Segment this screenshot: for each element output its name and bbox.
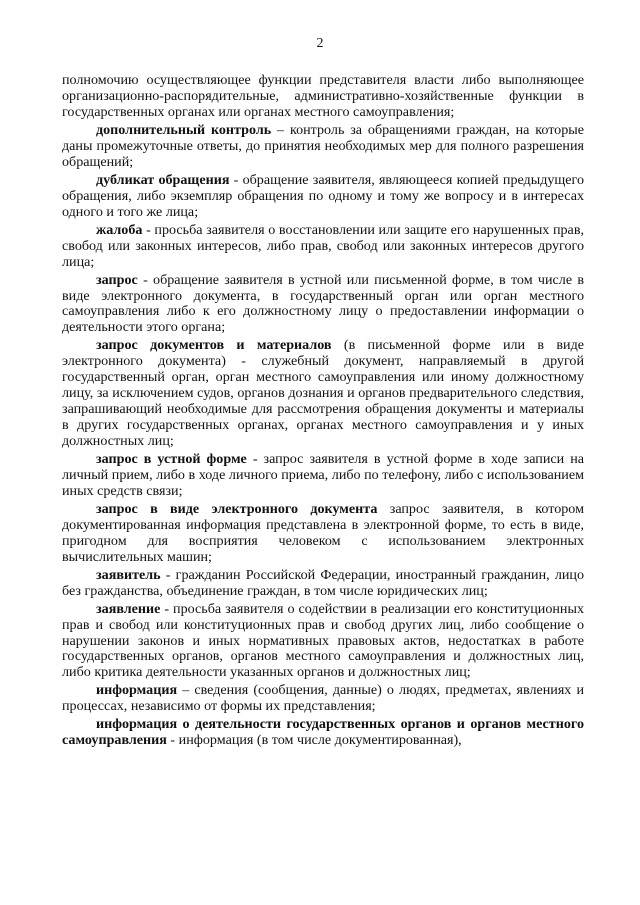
definition-term: информация о деятельности государственных органов и органов местного самоуправления xyxy=(62,716,584,749)
definition-text: просьба заявителя о восстановлении или защите его нарушенных прав, свобод или законных интересов, либо прав, свобод или законных интересов другого лица; xyxy=(62,221,584,270)
term-separator: - xyxy=(166,732,179,749)
definition-paragraph xyxy=(62,602,584,682)
definition-paragraph xyxy=(62,683,584,715)
term-separator: - xyxy=(137,271,154,288)
definition-text: запрос заявителя в устной форме в ходе записи на личный прием, либо в ходе личного приема, либо по телефону, либо с использованием иных средств связи; xyxy=(62,450,584,499)
definition-paragraph xyxy=(62,223,584,271)
term-separator xyxy=(377,501,389,517)
definition-paragraph xyxy=(62,173,584,221)
definition-paragraph xyxy=(62,502,584,566)
definitions-text xyxy=(62,73,584,751)
paragraph xyxy=(62,73,584,121)
term-separator xyxy=(332,337,344,353)
term-separator: - xyxy=(160,566,176,583)
definition-text: информация (в том числе документированная), xyxy=(178,732,462,749)
definition-term: запрос в устной форме xyxy=(96,450,247,467)
term-separator: - xyxy=(160,600,174,617)
definition-text: просьба заявителя о содействии в реализации его конституционных прав и свобод или конституционных прав и свобод других лиц, либо сообщение о нарушении законов и иных нормативных правовых актов, недостатках в работе государственных органов, органов местного самоуправления и должностных лиц, либо критика деятельности указанных органов и должностных лиц; xyxy=(62,600,584,681)
term-separator: - xyxy=(229,171,243,188)
definition-paragraph xyxy=(62,568,584,600)
definition-text: полномочию осуществляющее функции представителя власти либо выполняющее организационно-распорядительные, административно-хозяйственные функции в государственных органах или органах местного самоуправления; xyxy=(62,72,584,120)
definition-term: жалоба xyxy=(96,221,143,238)
definition-text: (в письменной форме или в виде электронного документа) - служебный документ, направляемый в другой государственный орган, орган местного самоуправления или иному должностному лицу, за исключением судов, органов дознания и органов предварительного следствия, запрашивающий необходимые для рассмотрения обращения документы и материалы в других государственных органах, органах местного самоуправления и у иных должностных лиц; xyxy=(62,337,584,449)
page-number: 2 xyxy=(316,36,324,51)
term-separator: – xyxy=(177,682,195,699)
definition-text: контроль за обращениями граждан, на которые даны промежуточные ответы, до принятия необходимых мер для полного разрешения обращений; xyxy=(62,121,584,170)
definition-text: обращение заявителя в устной или письменной форме, в том числе в виде электронного документа, в государственный орган или орган местного самоуправления либо к его должностному лицу о предоставлении информации о деятельности этого органа; xyxy=(62,271,585,336)
definition-term: дополнительный контроль xyxy=(96,121,272,138)
term-separator: - xyxy=(246,450,264,467)
definition-term: заявитель xyxy=(96,566,161,583)
definition-paragraph xyxy=(62,717,584,749)
definition-term: запрос xyxy=(96,271,138,288)
definition-text: запрос заявителя, в котором документированная информация представлена в электронной форме, то есть в виде, пригодном для восприятия человеком с использованием электронных вычислительных машин; xyxy=(62,500,584,565)
term-separator: – xyxy=(271,121,290,138)
definition-paragraph xyxy=(62,273,584,337)
definition-term: запрос документов и материалов xyxy=(96,337,332,354)
definition-term: информация xyxy=(96,682,178,699)
definition-term: дубликат обращения xyxy=(96,171,230,188)
definition-paragraph xyxy=(62,123,584,171)
definition-paragraph xyxy=(62,338,584,449)
definition-text: гражданин Российской Федерации, иностранный гражданин, лицо без гражданства, объединение граждан, в том числе юридических лиц; xyxy=(62,566,585,599)
definition-term: заявление xyxy=(96,600,161,617)
definition-term: запрос в виде электронного документа xyxy=(96,500,378,517)
term-separator: - xyxy=(142,221,155,238)
definition-text: обращение заявителя, являющееся копией предыдущего обращения, либо экземпляр обращения по одному и тому же вопросу и в интересах одного и того же лица; xyxy=(62,171,584,220)
definition-paragraph xyxy=(62,452,584,500)
definition-text: сведения (сообщения, данные) о людях, предметах, явлениях и процессах, независимо от формы их представления; xyxy=(62,682,585,715)
